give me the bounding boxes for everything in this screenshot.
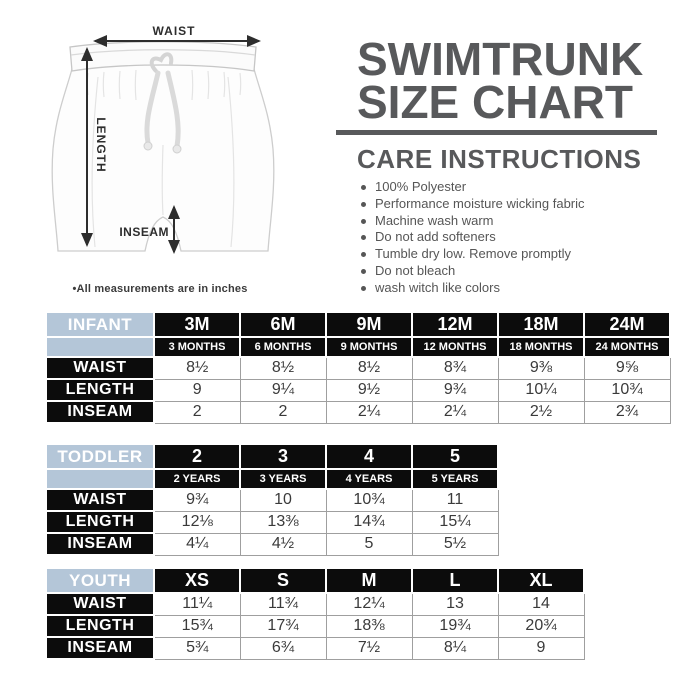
size-header-cell: 6M: [240, 312, 326, 337]
bullet-icon: [361, 185, 366, 190]
care-item-text: Do not add softeners: [375, 229, 496, 245]
measure-label-cell: WAIST: [46, 357, 154, 379]
care-item-text: 100% Polyester: [375, 179, 467, 194]
value-cell: 5½: [412, 533, 498, 555]
measurement-row-inseam: [46, 533, 498, 555]
value-cell: 10: [240, 489, 326, 511]
value-cell: 2: [240, 401, 326, 423]
size-header-cell: 5: [412, 444, 498, 469]
measure-label-cell: LENGTH: [46, 615, 154, 637]
care-item-text: Tumble dry low. Remove promptly: [375, 246, 572, 262]
size-header-row: [46, 444, 498, 469]
care-item: [359, 246, 694, 263]
care-item: [359, 229, 694, 246]
page-title-line1: SWIMTRUNK: [357, 33, 644, 85]
value-cell: 12⅛: [154, 511, 240, 533]
group-label-cell: INFANT: [46, 312, 154, 337]
measurement-row-inseam: [46, 401, 670, 423]
value-cell: 15¾: [154, 615, 240, 637]
care-item: [359, 263, 694, 280]
sub-header-cell: 3 MONTHS: [154, 337, 240, 357]
care-item-text: Performance moisture wicking fabric: [375, 195, 585, 211]
measurement-row-length: [46, 615, 584, 637]
value-cell: 11¾: [240, 593, 326, 615]
sub-header-cell: 24 MONTHS: [584, 337, 670, 357]
size-header-row: [46, 312, 670, 337]
measurement-row-inseam: [46, 637, 584, 659]
bullet-icon: [361, 235, 366, 240]
value-cell: 9: [154, 379, 240, 401]
measurement-row-length: [46, 379, 670, 401]
care-item: [359, 213, 694, 230]
value-cell: 14: [498, 593, 584, 615]
size-header-cell: 3: [240, 444, 326, 469]
value-cell: 9: [498, 637, 584, 659]
care-item: [359, 196, 694, 213]
care-item-text: Do not bleach: [375, 262, 456, 278]
value-cell: 14¾: [326, 511, 412, 533]
measure-label-cell: INSEAM: [46, 637, 154, 659]
sub-header-cell: 2 YEARS: [154, 469, 240, 489]
value-cell: 9¾: [412, 379, 498, 401]
length-label: LENGTH: [94, 117, 108, 173]
value-cell: 8½: [154, 357, 240, 379]
size-header-cell: 24M: [584, 312, 670, 337]
value-cell: 9¾: [154, 489, 240, 511]
swimtrunk-diagram: [40, 15, 340, 275]
size-table-infant: [45, 311, 671, 424]
size-header-cell: S: [240, 568, 326, 593]
measure-label-cell: INSEAM: [46, 401, 154, 423]
value-cell: 8½: [240, 357, 326, 379]
size-header-cell: XS: [154, 568, 240, 593]
value-cell: 10¾: [326, 489, 412, 511]
value-cell: 4¼: [154, 533, 240, 555]
care-item-text: Machine wash warm: [375, 212, 494, 228]
care-item: [359, 280, 694, 297]
value-cell: 11¼: [154, 593, 240, 615]
sub-header-cell: 4 YEARS: [326, 469, 412, 489]
sub-header-cell: 6 MONTHS: [240, 337, 326, 357]
care-item-text: wash witch like colors: [375, 279, 500, 295]
sub-header-cell: 3 YEARS: [240, 469, 326, 489]
size-header-row: [46, 568, 584, 593]
size-header-cell: 3M: [154, 312, 240, 337]
bullet-icon: [361, 219, 366, 224]
blank-cell: [46, 469, 154, 489]
title-divider: [336, 130, 657, 135]
sub-header-cell: 12 MONTHS: [412, 337, 498, 357]
size-header-cell: 12M: [412, 312, 498, 337]
size-header-cell: 2: [154, 444, 240, 469]
size-header-cell: 9M: [326, 312, 412, 337]
measure-label-cell: LENGTH: [46, 511, 154, 533]
sub-header-row: [46, 469, 498, 489]
measure-label-cell: LENGTH: [46, 379, 154, 401]
value-cell: 20¾: [498, 615, 584, 637]
sub-header-row: [46, 337, 670, 357]
bullet-icon: [361, 269, 366, 274]
size-tables: [45, 311, 671, 660]
value-cell: 19¾: [412, 615, 498, 637]
measurements-note: •All measurements are in inches: [72, 283, 248, 295]
group-label-cell: TODDLER: [46, 444, 154, 469]
sub-header-cell: 9 MONTHS: [326, 337, 412, 357]
value-cell: 9½: [326, 379, 412, 401]
value-cell: 2¼: [412, 401, 498, 423]
swimtrunks-graphic: [52, 42, 274, 251]
page-title-line2: SIZE CHART: [357, 76, 633, 128]
value-cell: 11: [412, 489, 498, 511]
value-cell: 2½: [498, 401, 584, 423]
size-header-cell: 18M: [498, 312, 584, 337]
value-cell: 2: [154, 401, 240, 423]
measure-label-cell: INSEAM: [46, 533, 154, 555]
inseam-label: INSEAM: [119, 225, 169, 239]
bullet-icon: [361, 252, 366, 257]
value-cell: 10¾: [584, 379, 670, 401]
value-cell: 6¾: [240, 637, 326, 659]
sub-header-cell: 5 YEARS: [412, 469, 498, 489]
size-table-toddler: [45, 443, 499, 556]
value-cell: 8¼: [412, 637, 498, 659]
waist-label: WAIST: [152, 24, 196, 38]
value-cell: 9⅜: [498, 357, 584, 379]
measurement-row-length: [46, 511, 498, 533]
value-cell: 17¾: [240, 615, 326, 637]
size-header-cell: M: [326, 568, 412, 593]
care-instructions-list: [359, 179, 694, 297]
measurement-row-waist: [46, 593, 584, 615]
value-cell: 15¼: [412, 511, 498, 533]
value-cell: 4½: [240, 533, 326, 555]
page-title: [357, 33, 644, 128]
sub-header-cell: 18 MONTHS: [498, 337, 584, 357]
care-item: [359, 179, 694, 196]
value-cell: 10¼: [498, 379, 584, 401]
value-cell: 13⅜: [240, 511, 326, 533]
measurement-row-waist: [46, 489, 498, 511]
value-cell: 2¾: [584, 401, 670, 423]
size-header-cell: 4: [326, 444, 412, 469]
value-cell: 12¼: [326, 593, 412, 615]
value-cell: 9⅝: [584, 357, 670, 379]
size-header-cell: XL: [498, 568, 584, 593]
value-cell: 5: [326, 533, 412, 555]
value-cell: 8½: [326, 357, 412, 379]
value-cell: 13: [412, 593, 498, 615]
measure-label-cell: WAIST: [46, 593, 154, 615]
value-cell: 2¼: [326, 401, 412, 423]
measure-label-cell: WAIST: [46, 489, 154, 511]
value-cell: 18⅜: [326, 615, 412, 637]
value-cell: 8¾: [412, 357, 498, 379]
bullet-icon: [361, 286, 366, 291]
bullet-icon: [361, 202, 366, 207]
size-header-cell: L: [412, 568, 498, 593]
blank-cell: [46, 337, 154, 357]
group-label-cell: YOUTH: [46, 568, 154, 593]
care-instructions-title: CARE INSTRUCTIONS: [357, 144, 642, 174]
value-cell: 5¾: [154, 637, 240, 659]
value-cell: 9¼: [240, 379, 326, 401]
measurement-row-waist: [46, 357, 670, 379]
size-table-youth: [45, 567, 585, 660]
value-cell: 7½: [326, 637, 412, 659]
